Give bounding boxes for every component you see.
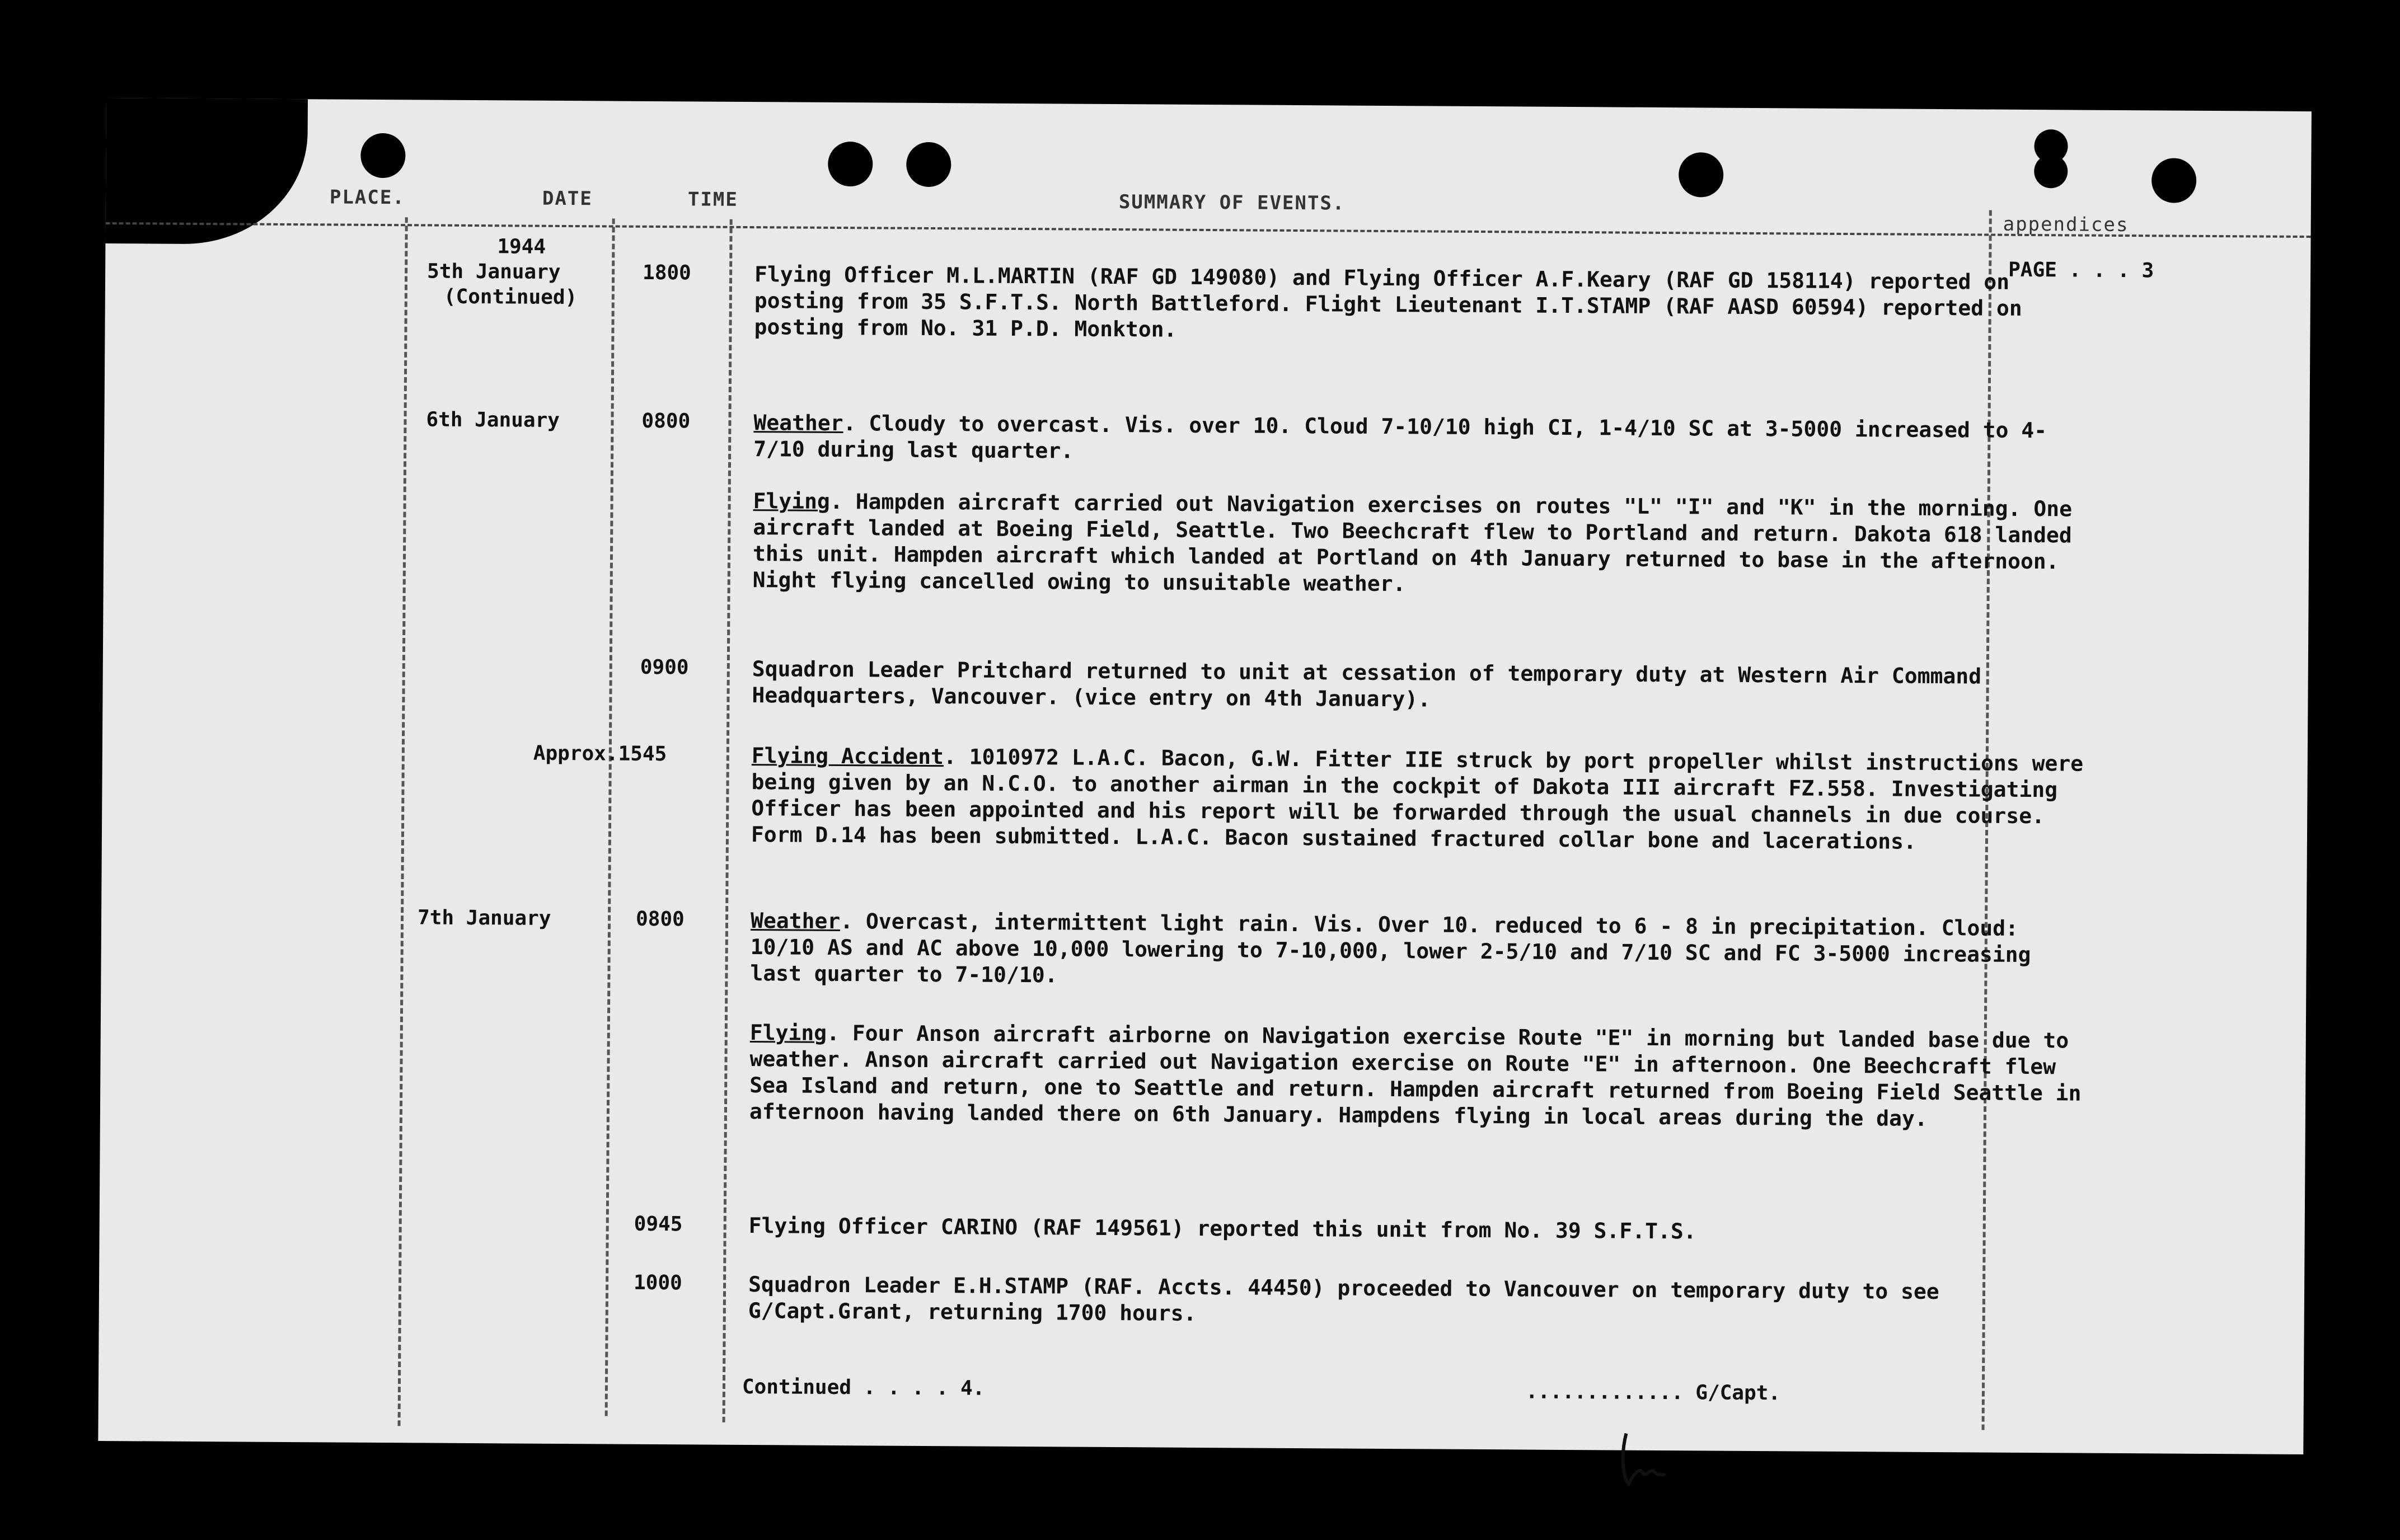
- event-entry: [748, 1271, 2092, 1332]
- time-entry: 1000: [633, 1271, 682, 1295]
- header-appendices: appendices: [2003, 213, 2129, 237]
- time-entry: Approx.1545: [533, 741, 667, 766]
- time-entry: 0800: [641, 409, 691, 433]
- date-7th-jan: 7th January: [417, 906, 551, 930]
- document-sheet: [98, 98, 2312, 1454]
- date-continued: (Continued): [443, 285, 578, 309]
- punch-hole: [360, 133, 405, 178]
- column-rule: [723, 219, 733, 1422]
- column-rule: [605, 219, 615, 1416]
- continued-note: Continued . . . . 4.: [742, 1375, 985, 1400]
- time-entry: 0945: [634, 1212, 683, 1236]
- time-entry: 1800: [642, 261, 691, 285]
- date-5th-jan: 5th January: [426, 260, 561, 284]
- event-text: . Cloudy to overcast. Vis. over 10. Cloud 7-10/10 high CI, 1-4/10 SC at 3-5000 increased to 4-7/10 during last quarter.: [753, 411, 2047, 463]
- page-number: PAGE . . . 3: [2008, 258, 2154, 283]
- event-entry: [753, 488, 2097, 602]
- event-entry: [749, 1213, 2092, 1247]
- column-rule: [398, 217, 408, 1426]
- event-label: Weather: [750, 908, 841, 934]
- event-text: . 1010972 L.A.C. Bacon, G.W. Fitter IIE struck by port propeller whilst instructions were being given by an N.C.O. to another airman in the cockpit of Dakota III aircraft FZ.558. Investigating Officer has been appointed and his report will be forwarded through the usual channels in due course. Form D.14 has been submitted. L.A.C. Bacon sustained fractured collar bone and lacerations.: [751, 744, 2084, 854]
- event-label: Weather: [753, 410, 843, 436]
- event-text: . Hampden aircraft carried out Navigation exercises on routes "L" "I" and "K" in the morning. One aircraft landed at Boeing Field, Seattle. Two Beechcraft flew to Portland and return. Dakota 618 landed this unit. Hampden aircraft which landed at Portland on 4th January returned to base in the afternoon. Night flying cancelled owing to unsuitable weather.: [752, 489, 2073, 597]
- event-label: Flying Accident: [751, 743, 944, 769]
- header-summary: SUMMARY OF EVENTS.: [1118, 191, 1346, 215]
- signature-line: ............. G/Capt.: [1525, 1380, 1781, 1405]
- punch-hole: [2151, 158, 2196, 203]
- event-entry: [751, 743, 2095, 856]
- header-rule: [106, 222, 2311, 238]
- event-entry: [750, 908, 2094, 995]
- punch-hole: [828, 142, 873, 186]
- date-year: 1944: [497, 235, 546, 259]
- event-text: . Overcast, intermittent light rain. Vis. Over 10. reduced to 6 - 8 in precipitation. Cloud: 10/10 AS and AC above 10,000 lowering to 7-10,000, lower 2-5/10 and 7/10 SC and FC 3-5000 increasing last quarter to 7-10/10.: [750, 909, 2031, 988]
- time-entry: 0900: [640, 655, 689, 679]
- time-entry: 0800: [635, 907, 685, 931]
- punch-hole: [2034, 154, 2068, 188]
- header-place: PLACE.: [329, 186, 405, 209]
- event-text: Squadron Leader E.H.STAMP (RAF. Accts. 44450) proceeded to Vancouver on temporary duty to see G/Capt.Grant, returning 1700 hours.: [748, 1272, 1939, 1326]
- event-label: Flying: [753, 489, 831, 514]
- event-entry: [753, 410, 2097, 471]
- punch-hole: [1679, 152, 1723, 197]
- event-entry: [749, 1020, 2093, 1133]
- event-text: Flying Officer M.L.MARTIN (RAF GD 149080) and Flying Officer A.F.Keary (RAF GD 158114) reported on posting from 35 S.F.T.S. North Battleford. Flight Lieutenant I.T.STAMP (RAF AASD 60594) reported on posting from No. 31 P.D. Monkton.: [754, 262, 2022, 342]
- event-label: Flying: [749, 1020, 827, 1045]
- date-6th-jan: 6th January: [426, 408, 560, 432]
- handwritten-signature: [1609, 1428, 1677, 1495]
- event-entry: [752, 656, 2096, 717]
- punch-hole: [906, 142, 951, 187]
- event-text: Squadron Leader Pritchard returned to unit at cessation of temporary duty at Western Air Command Headquarters, Vancouver. (vice entry on 4th January).: [752, 656, 1982, 712]
- event-text: . Four Anson aircraft airborne on Navigation exercise Route "E" in morning but landed base due to weather. Anson aircraft carried out Navigation exercise on Route "E" in afternoon. One Beechcraft flew Sea Island and return, one to Seattle and return. Hampden aircraft returned from Boeing Field Seattle in afternoon having landed there on 6th January. Hampdens flying in local areas during the day.: [749, 1020, 2082, 1131]
- header-date: DATE: [542, 187, 593, 210]
- event-text: Flying Officer CARINO (RAF 149561) reported this unit from No. 39 S.F.T.S.: [748, 1213, 1696, 1244]
- event-entry: [754, 261, 2098, 349]
- header-time: TIME: [687, 188, 738, 211]
